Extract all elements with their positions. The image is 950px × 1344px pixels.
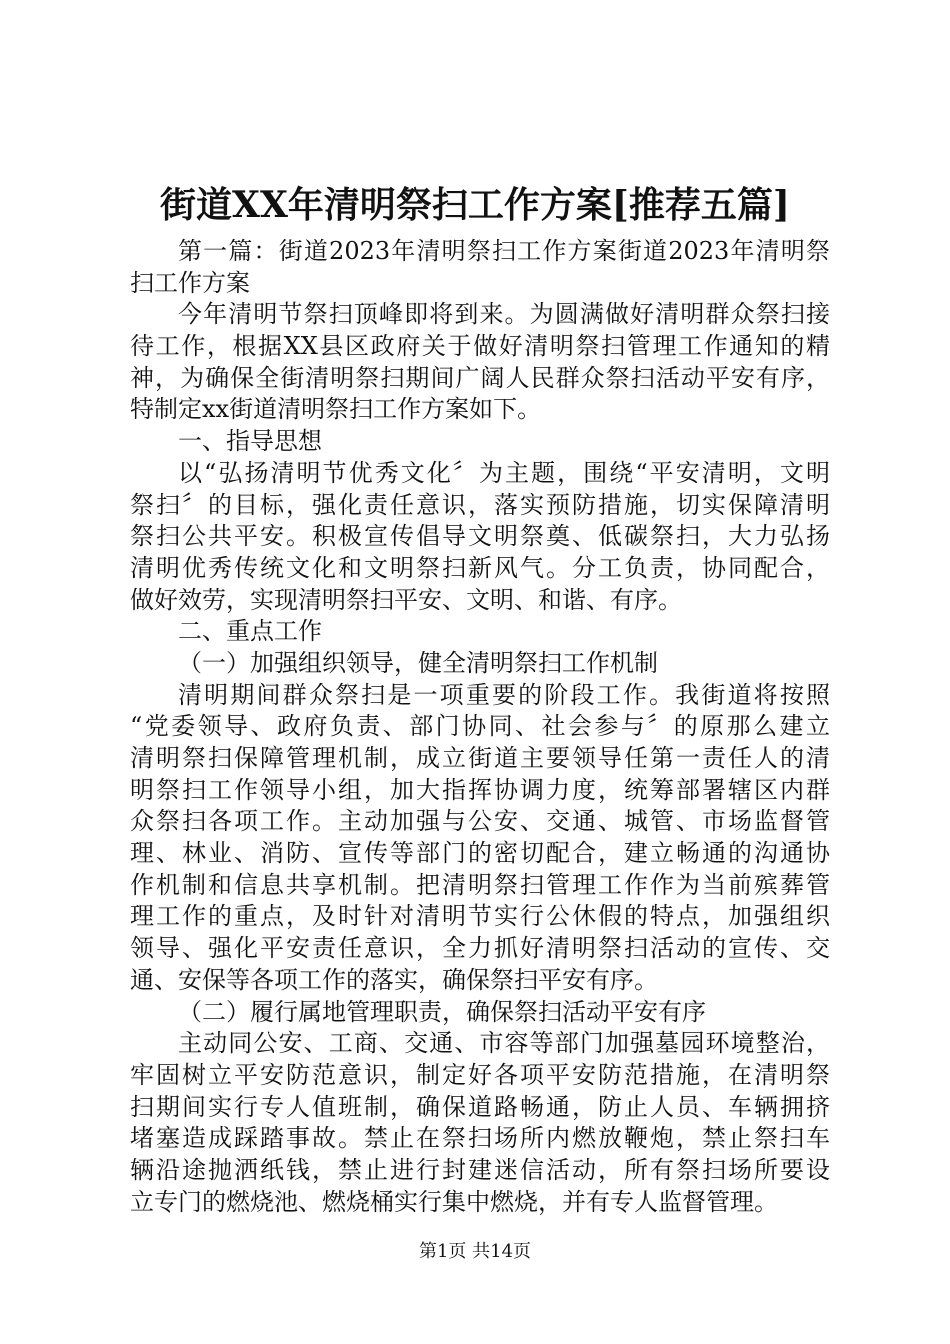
paragraph-line: 堵塞造成踩踏事故。禁止在祭扫场所内燃放鞭炮，禁止祭扫车: [130, 1124, 830, 1153]
paragraph-line: 待工作，根据XX县区政府关于做好清明祭扫管理工作通知的精: [130, 332, 830, 361]
paragraph-line: 扫工作方案: [130, 268, 250, 297]
paragraph-line: 明祭扫工作领导小组，加大指挥协调力度，统筹部署辖区内群: [130, 775, 830, 804]
paragraph-line: 清明祭扫保障管理机制，成立街道主要领导任第一责任人的清: [130, 744, 830, 772]
section-heading: 二、重点工作: [178, 617, 322, 646]
paragraph-line: 众祭扫各项工作。主动加强与公安、交通、城管、市场监督管: [130, 807, 830, 836]
document-body: [130, 236, 830, 1218]
paragraph-line: 第一篇：街道2023年清明祭扫工作方案街道2023年清明祭: [178, 237, 830, 265]
paragraph-line: 通、安保等各项工作的落实，确保祭扫平安有序。: [130, 965, 658, 994]
paragraph-line: 清明期间群众祭扫是一项重要的阶段工作。我街道将按照: [178, 680, 830, 709]
paragraph-line: 以“弘扬清明节优秀文化〞为主题，围绕“平安清明，文明: [178, 458, 830, 487]
paragraph-line: “党委领导、政府负责、部门协同、社会参与〞的原那么建立: [130, 712, 830, 741]
paragraph-line: 理工作的重点，及时针对清明节实行公休假的特点，加强组织: [130, 902, 830, 931]
paragraph-line: 立专门的燃烧池、燃烧桶实行集中燃烧，并有专人监督管理。: [130, 1187, 778, 1216]
paragraph-line: 牢固树立平安防范意识，制定好各项平安防范措施，在清明祭: [130, 1060, 830, 1089]
paragraph-line: 作机制和信息共享机制。把清明祭扫管理工作作为当前殡葬管: [130, 870, 830, 899]
paragraph-line: 祭扫公共平安。积极宣传倡导文明祭奠、低碳祭扫，大力弘扬: [130, 522, 830, 551]
document-title: 街道XX年清明祭扫工作方案[推荐五篇]: [160, 184, 790, 226]
subsection-heading: （一）加强组织领导，健全清明祭扫工作机制: [178, 648, 658, 677]
paragraph-line: 祭扫〞的目标，强化责任意识，落实预防措施，切实保障清明: [130, 490, 830, 519]
section-heading: 一、指导思想: [178, 427, 322, 456]
paragraph-line: 辆沿途抛洒纸钱，禁止进行封建迷信活动，所有祭扫场所要设: [130, 1155, 830, 1184]
paragraph-line: 神，为确保全街清明祭扫期间广阔人民群众祭扫活动平安有序，: [130, 363, 830, 392]
paragraph-line: 扫期间实行专人值班制，确保道路畅通，防止人员、车辆拥挤: [130, 1092, 830, 1121]
paragraph-line: 领导、强化平安责任意识，全力抓好清明祭扫活动的宣传、交: [130, 934, 830, 963]
subsection-heading: （二）履行属地管理职责，确保祭扫活动平安有序: [178, 997, 706, 1026]
paragraph-line: 特制定xx街道清明祭扫工作方案如下。: [130, 395, 542, 424]
paragraph-line: 今年清明节祭扫顶峰即将到来。为圆满做好清明群众祭扫接: [178, 300, 830, 329]
paragraph-line: 清明优秀传统文化和文明祭扫新风气。分工负责，协同配合，: [130, 553, 830, 582]
paragraph-line: 主动同公安、工商、交通、市容等部门加强墓园环境整治，: [178, 1029, 830, 1058]
paragraph-line: 理、林业、消防、宣传等部门的密切配合，建立畅通的沟通协: [130, 839, 830, 868]
paragraph-line: 做好效劳，实现清明祭扫平安、文明、和谐、有序。: [130, 585, 682, 614]
page-footer: 第1页 共14页: [418, 1241, 532, 1262]
